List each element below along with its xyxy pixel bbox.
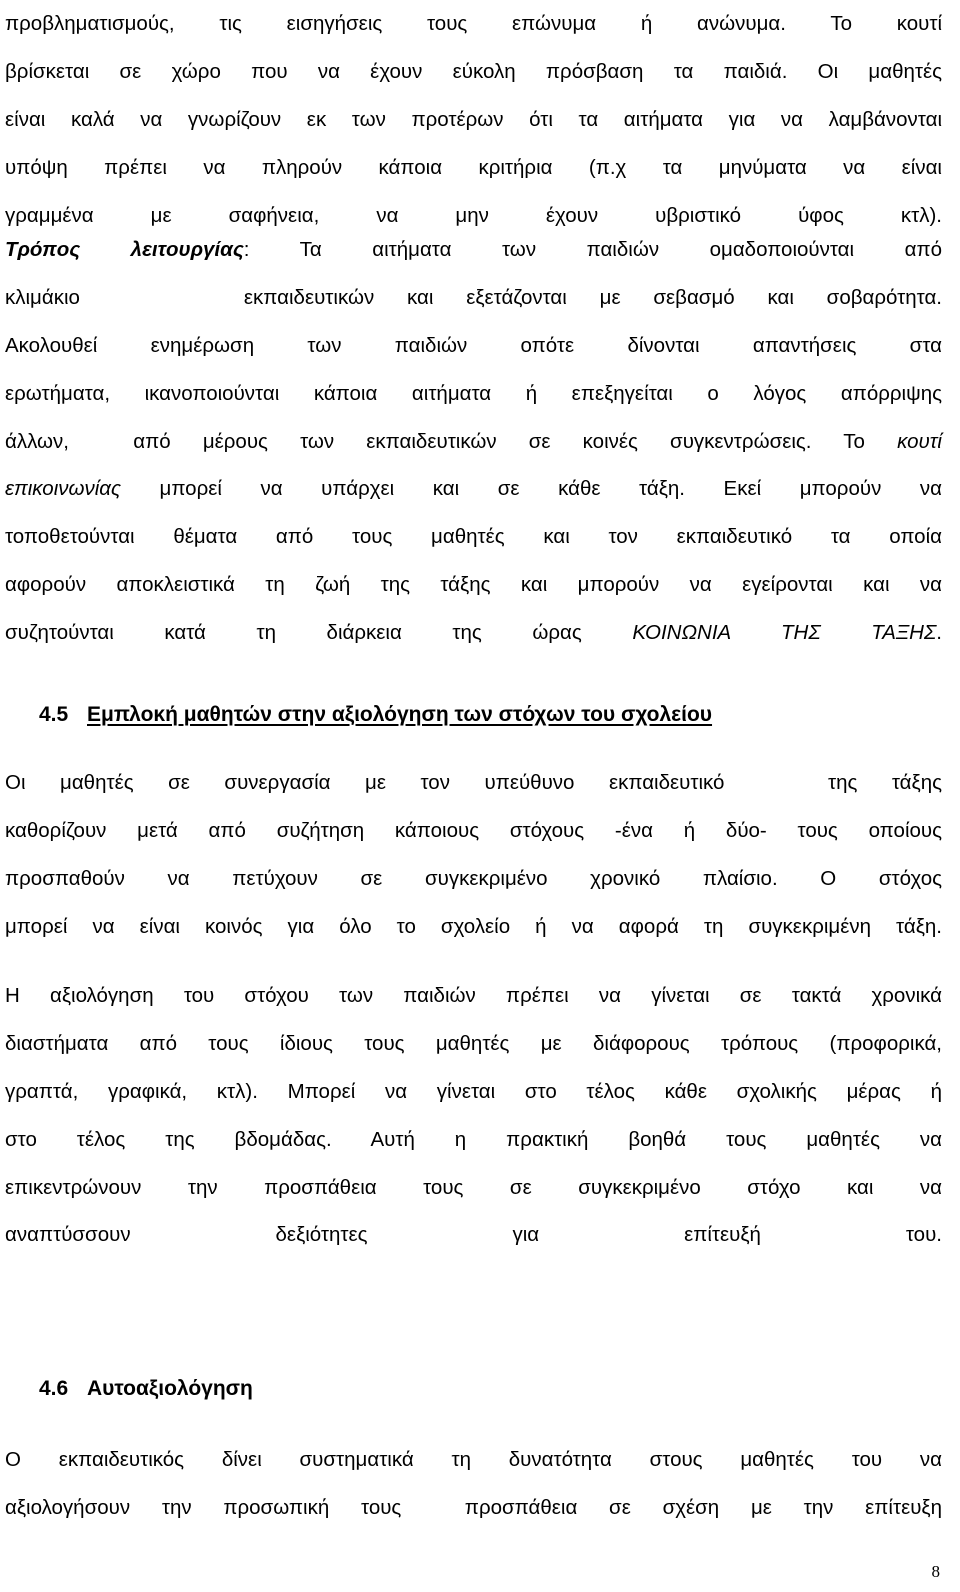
text-line: είναι καλά να γνωρίζουν εκ των προτέρων ότι τα αιτήματα για να λαμβάνονται xyxy=(5,107,942,131)
text-fragment: : Τα αιτήματα των παιδιών ομαδοποιούνται από xyxy=(243,238,943,261)
text-line xyxy=(5,226,942,274)
text-fragment: μπορεί να υπάρχει και σε κάθε τάξη. Εκεί μπορούν να xyxy=(120,477,942,501)
text-line: Ακολουθεί ενημέρωση των παιδιών οπότε δίνονται απαντήσεις στα xyxy=(5,333,942,357)
text-line: γραπτά, γραφικά, κτλ). Μπορεί να γίνεται στο τέλος κάθε σχολικής μέρας ή xyxy=(5,1079,942,1103)
text-line: Ο εκπαιδευτικός δίνει συστηματικά τη δυνατότητα στους μαθητές του να xyxy=(5,1448,942,1471)
section-heading-4-5 xyxy=(39,700,712,730)
text-line: προβληματισμούς, τις εισηγήσεις τους επώνυμα ή ανώνυμα. Το κουτί xyxy=(5,12,942,35)
section-title: Εμπλοκή μαθητών στην αξιολόγηση των στόχων του σχολείου xyxy=(87,703,713,726)
text-fragment: άλλων, από μέρους των εκπαιδευτικών σε κοινές συγκεντρώσεις. Το xyxy=(5,429,898,453)
text-line: μπορεί να είναι κοινός για όλο το σχολείο ή να αφορά τη συγκεκριμένη τάξη. xyxy=(5,914,942,938)
text-line: προσπαθούν να πετύχουν σε συγκεκριμένο χρονικό πλαίσιο. Ο στόχος xyxy=(5,866,942,890)
text-fragment: συζητούνται κατά τη διάρκεια της ώρας xyxy=(5,621,633,645)
paragraph-student-goals xyxy=(5,759,942,951)
text-fragment: . xyxy=(936,621,942,645)
section-number: 4.6 xyxy=(39,1377,69,1400)
paragraph-operation-mode xyxy=(5,226,942,657)
text-line: Η αξιολόγηση του στόχου των παιδιών πρέπει να γίνεται σε τακτά χρονικά xyxy=(5,984,942,1007)
paragraph-communication-box xyxy=(5,0,942,239)
italic-term: ΚΟΙΝΩΝΙΑ ΤΗΣ ΤΑΞΗΣ xyxy=(632,621,937,645)
text-line: βρίσκεται σε χώρο που να έχουν εύκολη πρόσβαση τα παιδιά. Οι μαθητές xyxy=(5,59,942,83)
text-line: Οι μαθητές σε συνεργασία με τον υπεύθυνο εκπαιδευτικό της τάξης xyxy=(5,771,942,794)
section-number: 4.5 xyxy=(39,703,69,726)
text-line: διαστήματα από τους ίδιους τους μαθητές με διάφορους τρόπους (προφορικά, xyxy=(5,1031,942,1055)
text-line: γραμμένα με σαφήνεια, να μην έχουν υβριστικό ύφος κτλ). xyxy=(5,203,942,227)
section-title: Αυτοαξιολόγηση xyxy=(87,1377,253,1400)
paragraph-self-evaluation xyxy=(5,1436,942,1532)
section-heading-4-6 xyxy=(39,1374,253,1404)
text-line: κλιμάκιο εκπαιδευτικών και εξετάζονται με σεβασμό και σοβαρότητα. xyxy=(5,285,942,309)
text-line: ερωτήματα, ικανοποιούνται κάποια αιτήματα ή επεξηγείται ο λόγος απόρριψης xyxy=(5,381,942,405)
page-number: 8 xyxy=(931,1562,940,1581)
italic-term: επικοινωνίας xyxy=(5,477,121,501)
italic-term: κουτί xyxy=(897,429,942,453)
text-line xyxy=(5,418,942,466)
text-line: στο τέλος της βδομάδας. Αυτή η πρακτική βοηθά τους μαθητές να xyxy=(5,1127,942,1151)
text-line: καθορίζουν μετά από συζήτηση κάποιους στόχους -ένα ή δύο- τους οποίους xyxy=(5,818,942,842)
term-operation-mode: Τρόπος λειτουργίας xyxy=(5,238,244,261)
text-line xyxy=(5,465,942,513)
text-line: αναπτύσσουν δεξιότητες για επίτευξή του. xyxy=(5,1223,942,1247)
text-line: αφορούν αποκλειστικά τη ζωή της τάξης και μπορούν να εγείρονται και να xyxy=(5,573,942,597)
text-line xyxy=(5,609,942,657)
text-line: επικεντρώνουν την προσπάθεια τους σε συγκεκριμένο στόχο και να xyxy=(5,1175,942,1199)
text-line: αξιολογήσουν την προσωπική τους προσπάθεια σε σχέση με την επίτευξη xyxy=(5,1495,942,1519)
text-line: τοποθετούνται θέματα από τους μαθητές και τον εκπαιδευτικό τα οποία xyxy=(5,525,942,549)
paragraph-goal-evaluation xyxy=(5,972,942,1259)
text-line: υπόψη πρέπει να πληρούν κάποια κριτήρια (π.χ τα μηνύματα να είναι xyxy=(5,155,942,179)
